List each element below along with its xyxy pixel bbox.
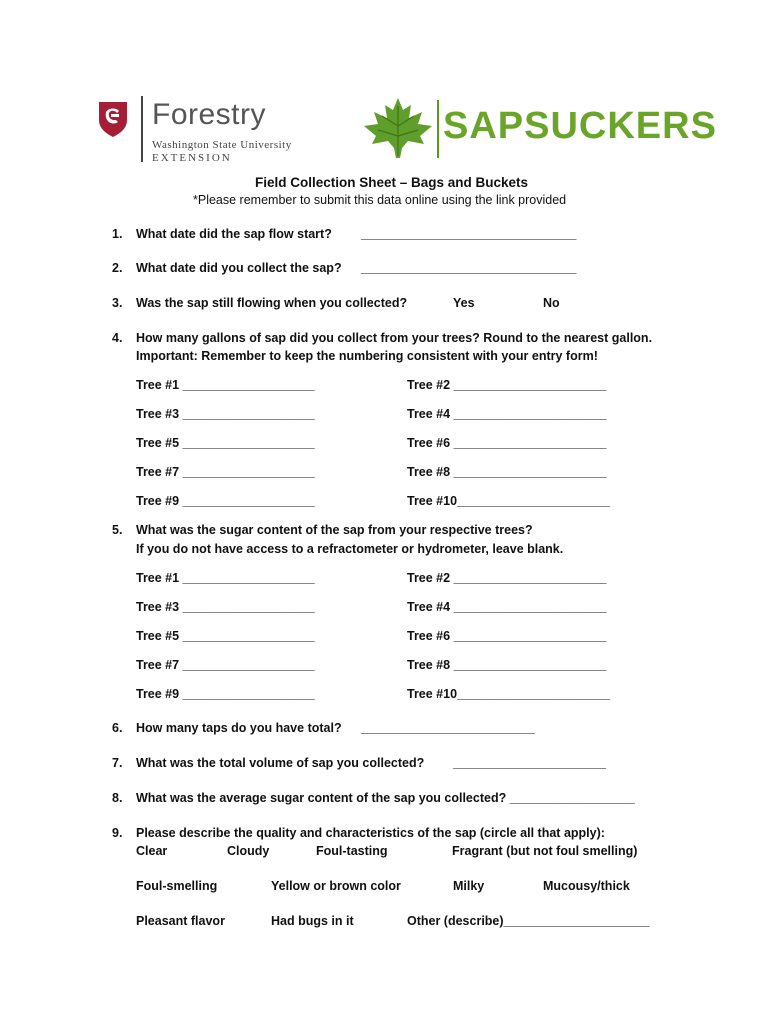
q5-tree-field[interactable]: Tree #7 ___________________	[136, 658, 315, 672]
q9-option[interactable]: Yellow or brown color	[271, 879, 401, 893]
wsu-shield-logo	[97, 100, 129, 138]
q2-answer-blank[interactable]: _______________________________	[361, 261, 577, 275]
page-subtitle: *Please remember to submit this data online using the link provided	[193, 193, 567, 207]
maple-leaf-icon	[362, 96, 434, 160]
q4-tree-field[interactable]: Tree #8 ______________________	[407, 465, 607, 479]
q9-option[interactable]: Foul-tasting	[316, 844, 388, 858]
q3-yes-option[interactable]: Yes	[453, 296, 475, 310]
q5-tree-field[interactable]: Tree #4 ______________________	[407, 600, 607, 614]
page-title: Field Collection Sheet – Bags and Buckets	[255, 175, 529, 190]
q9-text: Please describe the quality and characteristics of the sap (circle all that apply):	[136, 826, 605, 840]
q6-text: How many taps do you have total?	[136, 721, 342, 735]
q4-number: 4.	[112, 331, 123, 345]
q4-tree-field[interactable]: Tree #9 ___________________	[136, 494, 315, 508]
q6-number: 6.	[112, 721, 123, 735]
q9-option[interactable]: Had bugs in it	[271, 914, 354, 928]
q3-text: Was the sap still flowing when you collected?	[136, 296, 408, 310]
q8-number: 8.	[112, 791, 123, 805]
q9-option[interactable]: Milky	[453, 879, 485, 893]
q4-tree-field[interactable]: Tree #2 ______________________	[407, 378, 607, 392]
sapsuckers-divider	[437, 100, 439, 158]
q9-option[interactable]: Pleasant flavor	[136, 914, 225, 928]
q5-tree-field[interactable]: Tree #2 ______________________	[407, 571, 607, 585]
q1-number: 1.	[112, 227, 123, 241]
q3-no-option[interactable]: No	[543, 296, 560, 310]
q9-option[interactable]: Mucousy/thick	[543, 879, 630, 893]
q9-number: 9.	[112, 826, 123, 840]
q7-number: 7.	[112, 756, 123, 770]
q5-number: 5.	[112, 523, 123, 537]
q4-tree-field[interactable]: Tree #1 ___________________	[136, 378, 315, 392]
forestry-logo-text: Forestry	[152, 98, 267, 131]
q5-tree-field[interactable]: Tree #3 ___________________	[136, 600, 315, 614]
q4-tree-field[interactable]: Tree #7 ___________________	[136, 465, 315, 479]
q7-text: What was the total volume of sap you collected?	[136, 756, 425, 770]
q5-tree-field[interactable]: Tree #5 ___________________	[136, 629, 315, 643]
q5-tree-field[interactable]: Tree #9 ___________________	[136, 687, 315, 701]
q5-tree-field[interactable]: Tree #10______________________	[407, 687, 610, 701]
q5-text-line2: If you do not have access to a refractometer or hydrometer, leave blank.	[136, 542, 564, 556]
q1-answer-blank[interactable]: _______________________________	[361, 227, 577, 241]
q9-option[interactable]: Fragrant (but not foul smelling)	[452, 844, 638, 858]
q4-text-line2: Important: Remember to keep the numbering consistent with your entry form!	[136, 349, 598, 363]
extension-logo-text: EXTENSION	[152, 152, 232, 164]
q9-option[interactable]: Foul-smelling	[136, 879, 218, 893]
q4-tree-field[interactable]: Tree #6 ______________________	[407, 436, 607, 450]
q5-tree-field[interactable]: Tree #8 ______________________	[407, 658, 607, 672]
q9-option[interactable]: Cloudy	[227, 844, 270, 858]
q3-number: 3.	[112, 296, 123, 310]
q5-tree-field[interactable]: Tree #1 ___________________	[136, 571, 315, 585]
q4-text-line1: How many gallons of sap did you collect from your trees? Round to the nearest gallon.	[136, 331, 653, 345]
q9-option[interactable]: Clear	[136, 844, 168, 858]
logo-divider	[141, 96, 143, 162]
sapsuckers-logo-text: SAPSUCKERS	[443, 105, 717, 147]
q5-tree-field[interactable]: Tree #6 ______________________	[407, 629, 607, 643]
wsu-logo-text: Washington State University	[152, 139, 292, 151]
q2-number: 2.	[112, 261, 123, 275]
q8-text[interactable]: What was the average sugar content of the sap you collected? __________________	[136, 791, 635, 805]
q4-tree-field[interactable]: Tree #5 ___________________	[136, 436, 315, 450]
q4-tree-field[interactable]: Tree #3 ___________________	[136, 407, 315, 421]
q9-option-other[interactable]: Other (describe)_____________________	[407, 914, 650, 928]
q4-tree-field[interactable]: Tree #10______________________	[407, 494, 610, 508]
q6-answer-blank[interactable]: _________________________	[361, 721, 535, 735]
q7-answer-blank[interactable]: ______________________	[453, 756, 606, 770]
q2-text: What date did you collect the sap?	[136, 261, 342, 275]
q5-text-line1: What was the sugar content of the sap from your respective trees?	[136, 523, 533, 537]
q1-text: What date did the sap flow start?	[136, 227, 332, 241]
q4-tree-field[interactable]: Tree #4 ______________________	[407, 407, 607, 421]
